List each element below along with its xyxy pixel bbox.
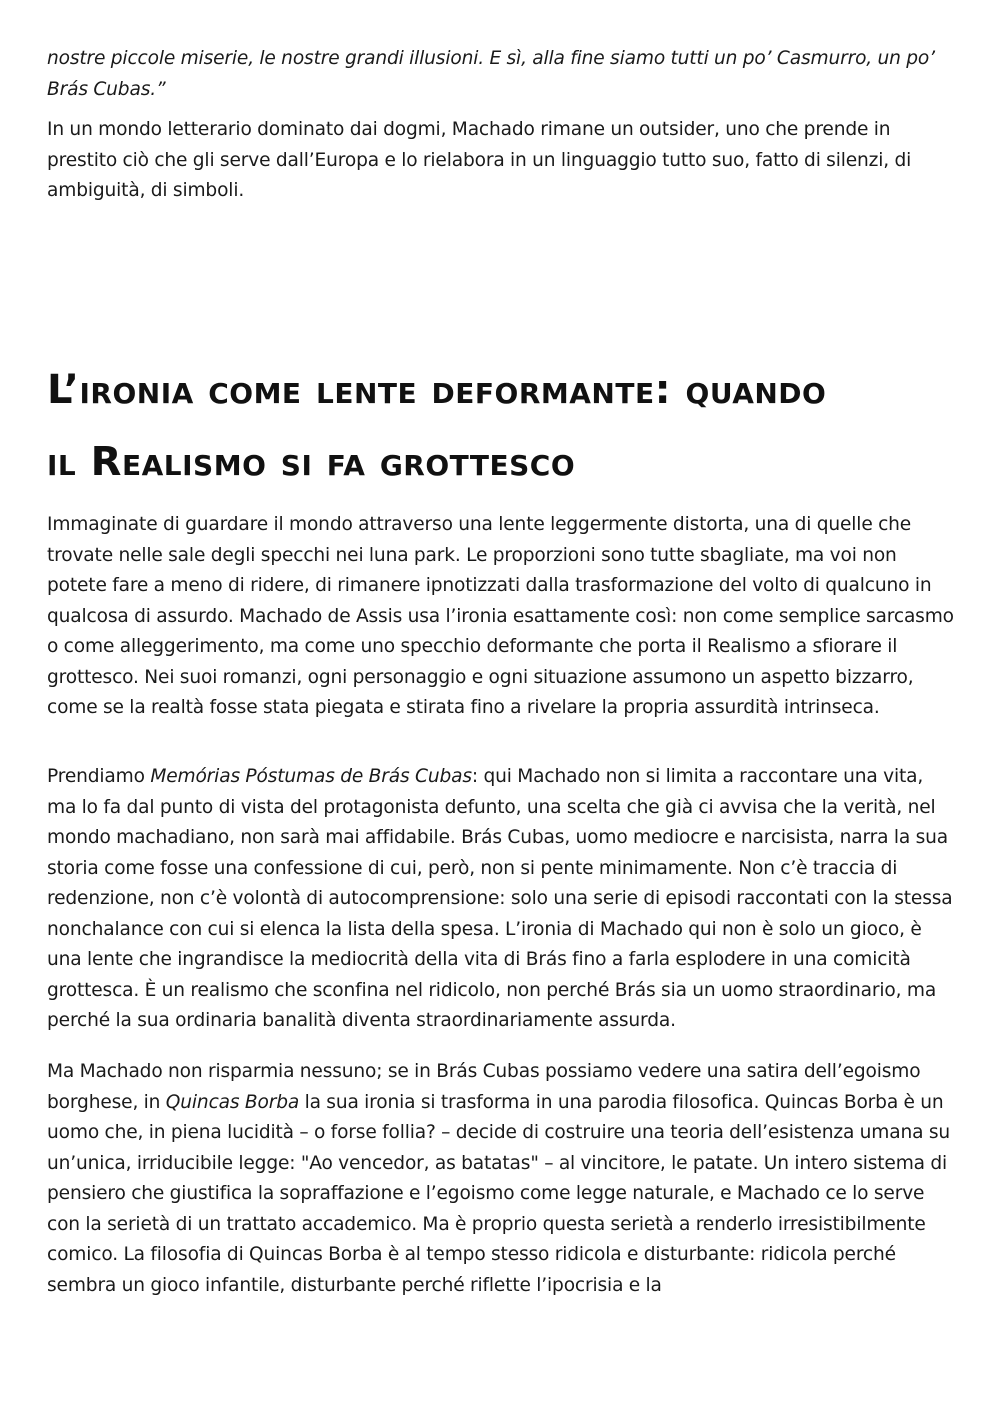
- bras-cubas-book-title: Memórias Póstumas de Brás Cubas: [150, 766, 472, 787]
- bras-cubas-paragraph: [47, 762, 957, 1037]
- outsider-paragraph: [47, 115, 957, 207]
- section-heading-line-2: il Realismo si fa grottesco: [47, 439, 576, 485]
- quote-closing-paragraph: [47, 44, 957, 105]
- outsider-text: In un mondo letterario dominato dai dogmi, Machado rimane un outsider, uno che prende in prestito ciò che gli serve dall’Europa e lo rielabora in un linguaggio tutto suo, fatto di silenzi, di ambiguità, di simboli.: [47, 119, 912, 201]
- section-heading-line-1: L’ironia come lente deformante: quando: [47, 367, 827, 413]
- bras-cubas-rest: : qui Machado non si limita a raccontare una vita, ma lo fa dal punto di vista del protagonista defunto, una scelta che già ci avvisa che la verità, nel mondo machadiano, non sarà mai affidabile. Brás Cubas, uomo mediocre e narcisista, narra la sua storia come fosse una confessione di cui, però, non si pente minimamente. Non c’è traccia di redenzione, non c’è volontà di autocomprensione: solo una serie di episodi raccontati con la stessa nonchalance con cui si elenca la lista della spesa. L’ironia di Machado qui non è solo un gioco, è una lente che ingrandisce la mediocrità della vita di Brás fino a farla esplodere in una comicità grottesca. È un realismo che sconfina nel ridicolo, non perché Brás sia un uomo straordinario, ma perché la sua ordinaria banalità diventa straordinariamente assurda.: [47, 766, 953, 1031]
- distorted-lens-paragraph: [47, 510, 957, 724]
- section-heading: [47, 354, 957, 498]
- bras-cubas-lead: Prendiamo: [47, 766, 151, 787]
- quincas-borba-lead: Ma Machado non risparmia nessuno; se in Brás Cubas possiamo vedere una satira dell’egoismo borghese, in: [47, 1061, 921, 1113]
- quincas-borba-paragraph: [47, 1057, 957, 1301]
- quincas-borba-rest: la sua ironia si trasforma in una parodia filosofica. Quincas Borba è un uomo che, in piena lucidità – o forse follia? – decide di costruire una teoria dell’esistenza umana su un’unica, irriducibile legge: "Ao vencedor, as batatas" – al vincitore, le patate. Un intero sistema di pensiero che giustifica la sopraffazione e l’egoismo come legge naturale, e Machado ce lo serve con la serietà di un trattato accademico. Ma è proprio questa serietà a renderlo irresistibilmente comico. La filosofia di Quincas Borba è al tempo stesso ridicola e disturbante: ridicola perché sembra un gioco infantile, disturbante perché riflette l’ipocrisia e la: [47, 1091, 950, 1296]
- quincas-borba-book-title: Quincas Borba: [165, 1091, 300, 1113]
- distorted-lens-text: Immaginate di guardare il mondo attraverso una lente leggermente distorta, una di quelle che trovate nelle sale degli specchi nei luna park. Le proporzioni sono tutte sbagliate, ma voi non potete fare a meno di ridere, di rimanere ipnotizzati dalla trasformazione del volto di qualcuno in qualcosa di assurdo. Machado de Assis usa l’ironia esattamente così: non come semplice sarcasmo o come alleggerimento, ma come uno specchio deformante che porta il Realismo a sfiorare il grottesco. Nei suoi romanzi, ogni personaggio e ogni situazione assumono un aspetto bizzarro, come se la realtà fosse stata piegata e stirata fino a rivelare la propria assurdità intrinseca.: [47, 514, 954, 718]
- quote-closing-text: nostre piccole miserie, le nostre grandi illusioni. E sì, alla fine siamo tutti un po’ Casmurro, un po’ Brás Cubas.”: [47, 48, 935, 100]
